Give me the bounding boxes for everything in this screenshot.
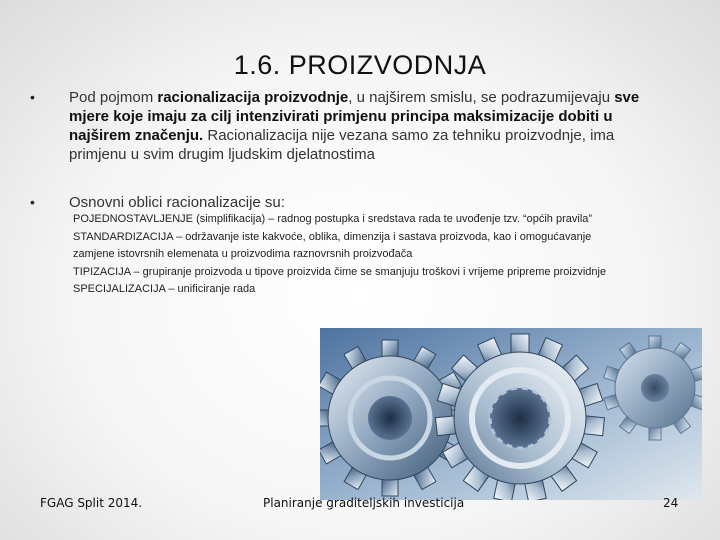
- slide-title: 1.6. PROIZVODNJA: [233, 50, 487, 80]
- bullet-dot: •: [30, 89, 35, 105]
- list-item-specijalizacija: SPECIJALIZACIJA – unificiranje rada: [73, 283, 256, 295]
- bullet-dot: •: [30, 194, 35, 210]
- gears-image: [320, 328, 702, 500]
- bullet-text: Pod pojmom racionalizacija proizvodnje, u najširem smislu, se podrazumijevaju sve mjere koje imaju za cilj intenzivirati primjenu principa maksimizacije dobiti u najširem značenju. Racionalizacija nije vezana samo za tehniku proizvodnje, ima primjenu u svim drugim ljudskim djelatnostima: [69, 89, 640, 163]
- footer-center: Planiranje graditeljskih investicija: [263, 496, 465, 510]
- forms-list: [73, 211, 633, 299]
- list-item-standardizacija: STANDARDIZACIJA – održavanje iste kakvoće, oblika, dimenzija i sastava proizvoda, kao i omogućavanje zamjene istovrsnih elemenata u proizvodima raznovrsnih proizvođača: [73, 230, 592, 260]
- list-item-pojednostavljenje: POJEDNOSTAVLJENJE (simplifikacija) – radnog postupka i sredstava rada te uvođenje tzv. “općih pravila”: [73, 213, 593, 225]
- footer-left: FGAG Split 2014.: [40, 496, 143, 510]
- list-item-tipizacija: TIPIZACIJA – grupiranje proizvoda u tipove proizvida čime se smanjuju troškovi i vrijeme pripreme proizvidnje: [73, 265, 607, 278]
- bullet-text: Osnovni oblici racionalizacije su:: [69, 194, 285, 211]
- page-number: 24: [663, 496, 679, 510]
